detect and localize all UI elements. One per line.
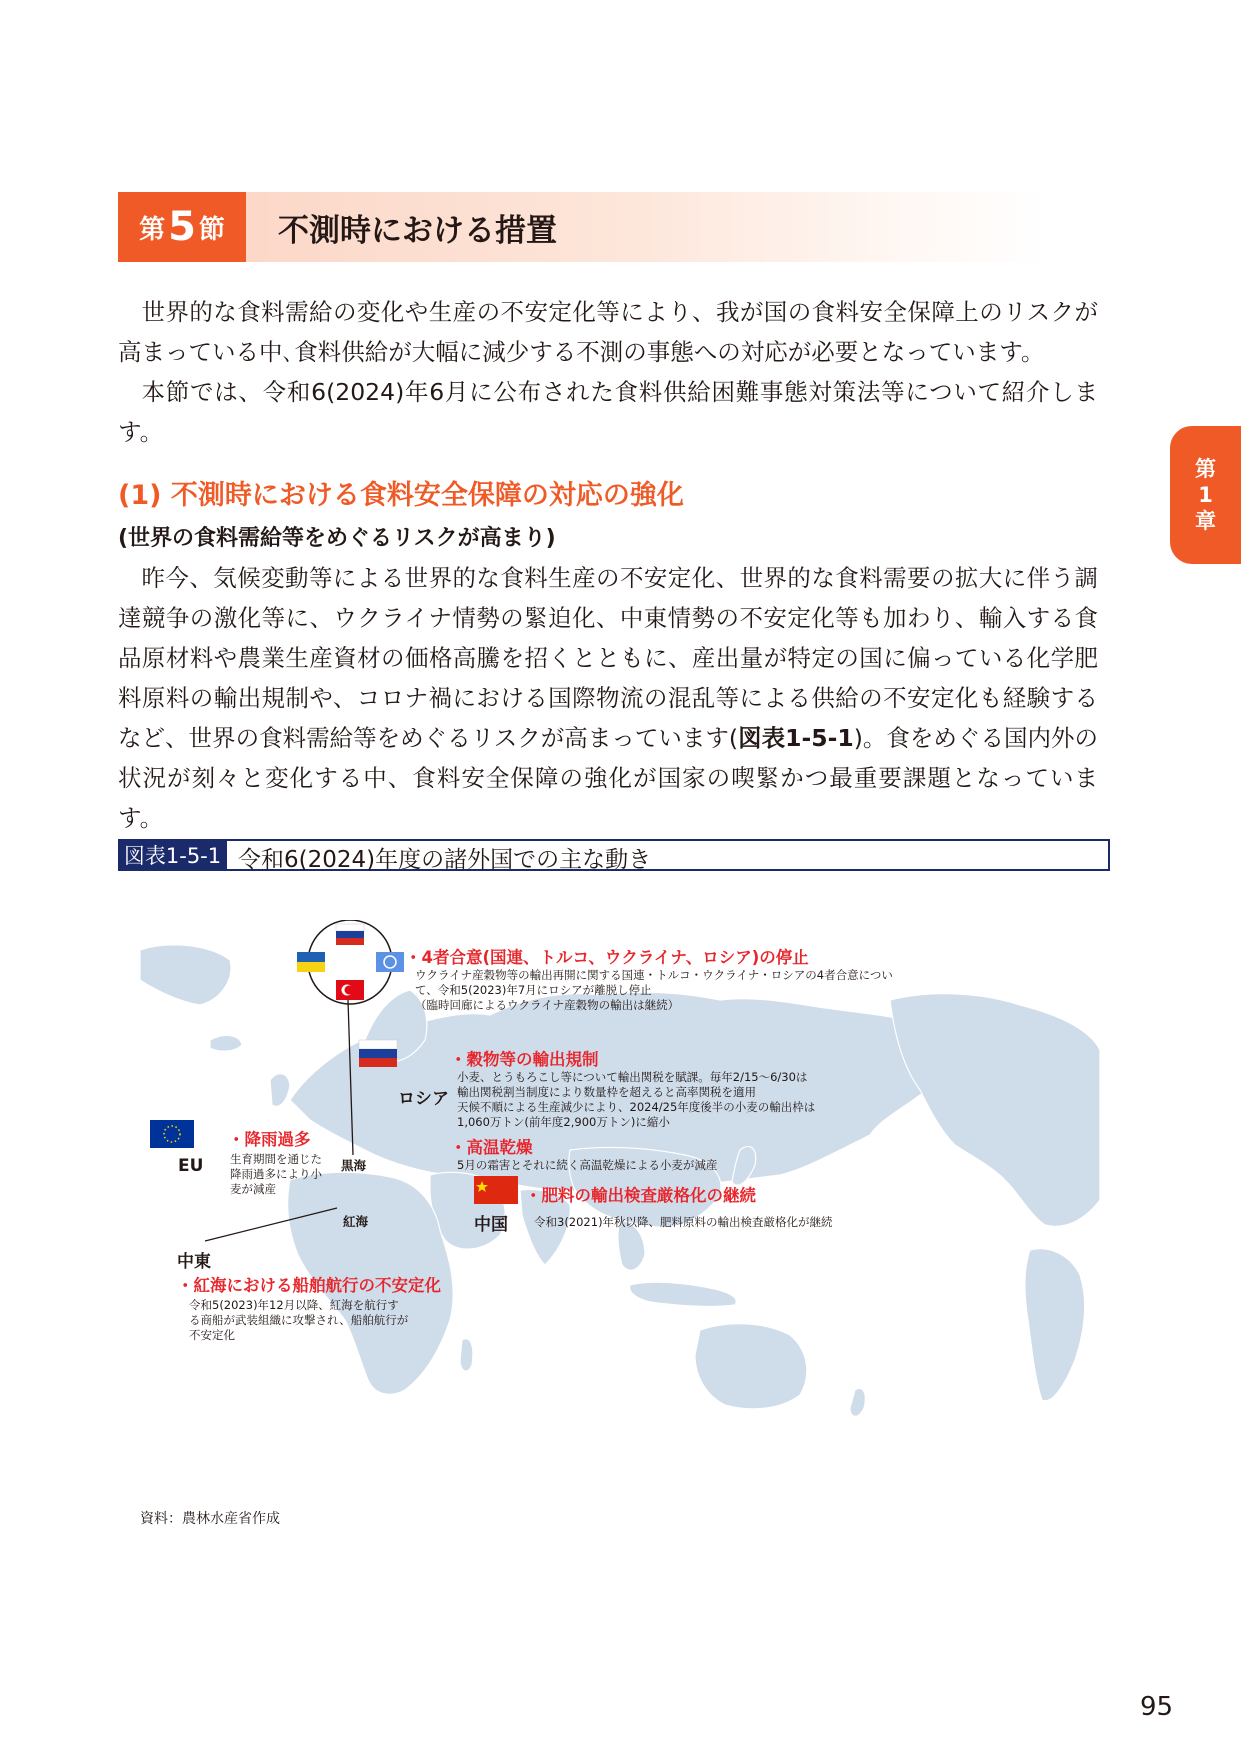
- russia-line-4: 1,060万トン(前年度2,900万トン)に縮小: [457, 1115, 670, 1129]
- section-prefix: 第: [139, 214, 166, 245]
- subsection-body: [118, 558, 1098, 838]
- north-america: [890, 994, 1100, 1227]
- russia-heading-1: ・穀物等の輸出規制: [450, 1050, 599, 1069]
- chapter-tab[interactable]: [1170, 426, 1241, 564]
- four-party-line-3: （臨時回廊によるウクライナ産穀物の輸出は継続）: [415, 998, 680, 1012]
- black-sea-label: 黒海: [341, 1158, 367, 1173]
- page-number: 95: [1140, 1692, 1174, 1722]
- eu-flag: [150, 1120, 194, 1148]
- russia-line-3: 天候不順による生産減少により、2024/25年度後半の小麦の輸出枠は: [457, 1100, 816, 1114]
- four-party-line-2: て、令和5(2023)年7月にロシアが離脱し停止: [415, 983, 652, 997]
- eu-line-3: 麦が減産: [230, 1182, 276, 1196]
- intro-paragraph-1: 世界的な食料需給の変化や生産の不安定化等により、我が国の食料安全保障上のリスクが高まっている中､食料供給が大幅に減少する不測の事態への対応が必要となっています。: [118, 298, 1098, 366]
- chapter-tab-line2: 1: [1198, 482, 1213, 507]
- china-label: 中国: [474, 1215, 508, 1235]
- un-flag: [376, 952, 404, 972]
- figure-label: 図表1-5-1: [118, 839, 227, 871]
- russia-heading-2: ・高温乾燥: [450, 1138, 533, 1157]
- middle-east-line-2: る商船が武装組織に攻撃され、船舶航行が: [189, 1313, 409, 1327]
- ukraine-flag: [297, 952, 325, 972]
- eu-heading: ・降雨過多: [228, 1130, 311, 1149]
- russia-flag-small: [336, 924, 364, 945]
- section-number-badge: [118, 192, 246, 262]
- china-flag: [474, 1176, 518, 1204]
- russia-line-1: 小麦、とうもろこし等について輸出関税を賦課。毎年2/15～6/30は: [457, 1070, 808, 1084]
- body-text-after: )。食をめぐる国内外の状況が刻々と変化する中、食料安全保障の強化が国家の喫緊かつ最重要課題となっています。: [118, 724, 1098, 832]
- eu-line-1: 生育期間を通じた: [230, 1152, 322, 1166]
- body-text-before: 昨今、気候変動等による世界的な食料生産の不安定化、世界的な食料需要の拡大に伴う調達競争の激化等に、ウクライナ情勢の緊迫化、中東情勢の不安定化等も加わり、輸入する食品原材料や農業生産資材の価格高騰を招くとともに、産出量が特定の国に偏っている化学肥料原料の輸出規制や、コロナ禍における国際物流の混乱等による供給の不安定化も経験するなど、世界の食料需給等をめぐるリスクが高まっています(: [118, 564, 1098, 752]
- middle-east-label: 中東: [177, 1252, 211, 1272]
- red-sea-label: 紅海: [343, 1214, 369, 1229]
- middle-east-heading: ・紅海における船舶航行の不安定化: [177, 1276, 441, 1295]
- section-header-band: [118, 192, 1048, 262]
- uk-island: [270, 1074, 290, 1107]
- eu-label: EU: [178, 1156, 204, 1176]
- russia-flag: [359, 1040, 397, 1067]
- russia-line-5: 5月の霜害とそれに続く高温乾燥による小麦が減産: [457, 1158, 718, 1172]
- middle-east-line-1: 令和5(2023)年12月以降、紅海を航行す: [189, 1298, 399, 1312]
- china-heading: ・肥料の輸出検査厳格化の継続: [525, 1186, 756, 1205]
- subsection-subheading: (世界の食料需給等をめぐるリスクが高まり): [118, 526, 556, 551]
- south-america: [1025, 1249, 1085, 1401]
- section-suffix: 節: [198, 214, 225, 245]
- middle-east-line-3: 不安定化: [189, 1328, 235, 1342]
- australia: [695, 1324, 807, 1409]
- section-title: 不測時における措置: [278, 213, 557, 249]
- section-number: 5: [168, 204, 196, 250]
- figure-title: 令和6(2024)年度の諸外国での主な動き: [238, 847, 652, 873]
- figure-reference-link[interactable]: 図表1-5-1: [738, 724, 854, 752]
- new-zealand: [850, 1388, 865, 1416]
- eu-line-2: 降雨過多により小: [230, 1167, 322, 1181]
- iceland: [210, 1035, 242, 1051]
- chapter-tab-line3: 章: [1195, 509, 1216, 534]
- russia-line-2: 輸出関税割当制度により数量枠を超えると高率関税を適用: [457, 1085, 756, 1099]
- china-line-1: 令和3(2021)年秋以降、肥料原料の輸出検査厳格化が継続: [534, 1215, 833, 1229]
- subsection-heading: (1) 不測時における食料安全保障の対応の強化: [118, 480, 684, 511]
- greenland: [140, 945, 231, 1005]
- intro-paragraph-2: 本節では、令和6(2024)年6月に公布された食料供給困難事態対策法等について紹介します。: [118, 378, 1098, 446]
- figure-source: 資料：農林水産省作成: [140, 1511, 280, 1527]
- indonesia: [630, 1282, 737, 1306]
- chapter-tab-line1: 第: [1195, 456, 1216, 481]
- madagascar: [460, 1339, 473, 1371]
- turkey-flag: [336, 980, 364, 1000]
- four-party-line-1: ウクライナ産穀物等の輸出再開に関する国連・トルコ・ウクライナ・ロシアの4者合意につい: [415, 968, 893, 982]
- russia-label: ロシア: [398, 1089, 449, 1109]
- four-party-heading: ・4者合意(国連、トルコ、ウクライナ、ロシア)の停止: [405, 948, 809, 967]
